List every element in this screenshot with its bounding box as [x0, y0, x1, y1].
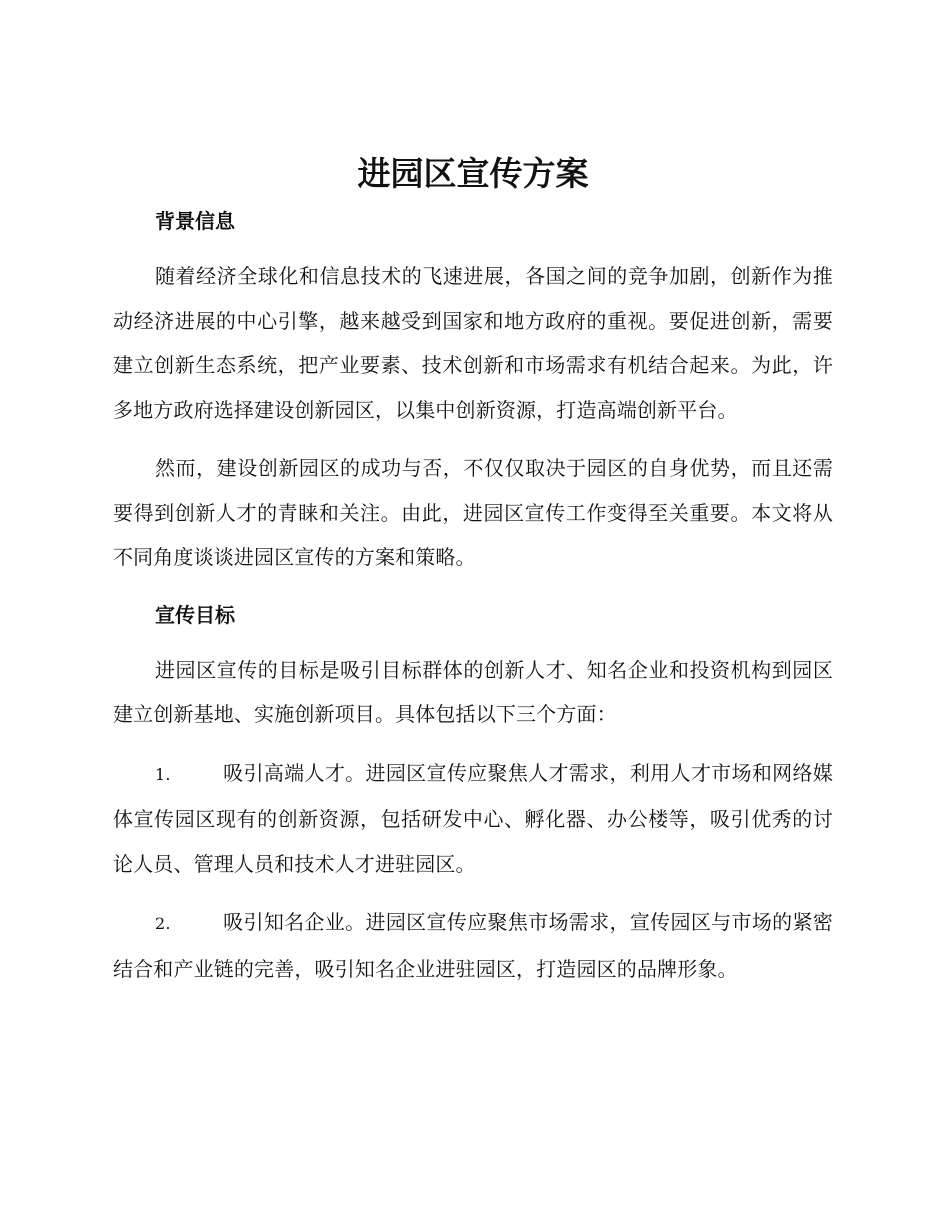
list-item — [113, 751, 833, 887]
list-item-text: 吸引知名企业。进园区宣传应聚焦市场需求，宣传园区与市场的紧密结合和产业链的完善，吸引知名企业进驻园区，打造园区的品牌形象。 — [113, 910, 833, 981]
document-page — [113, 148, 833, 991]
paragraph: 然而，建设创新园区的成功与否，不仅仅取决于园区的自身优势，而且还需要得到创新人才的青睐和关注。由此，进园区宣传工作变得至关重要。本文将从不同角度谈谈进园区宣传的方案和策略。 — [113, 456, 833, 569]
list-item-number: 1. — [155, 764, 171, 784]
list-item-text: 吸引高端人才。进园区宣传应聚焦人才需求，利用人才市场和网络媒体宣传园区现有的创新资源，包括研发中心、孵化器、办公楼等，吸引优秀的讨论人员、管理人员和技术人才进驻园区。 — [113, 760, 833, 876]
paragraph: 随着经济全球化和信息技术的飞速进展，各国之间的竞争加剧，创新作为推动经济进展的中心引擎，越来越受到国家和地方政府的重视。要促进创新，需要建立创新生态系统，把产业要素、技术创新和市场需求有机结合起来。为此，许多地方政府选择建设创新园区，以集中创新资源，打造高端创新平台。 — [113, 264, 833, 422]
section-heading-goals: 宣传目标 — [155, 602, 235, 627]
paragraph: 进园区宣传的目标是吸引目标群体的创新人才、知名企业和投资机构到园区建立创新基地、实施创新项目。具体包括以下三个方面： — [113, 657, 833, 726]
section-heading-background: 背景信息 — [155, 209, 235, 233]
list-item — [113, 900, 833, 991]
list-item-number: 2. — [155, 914, 171, 933]
document-title: 进园区宣传方案 — [357, 154, 589, 193]
